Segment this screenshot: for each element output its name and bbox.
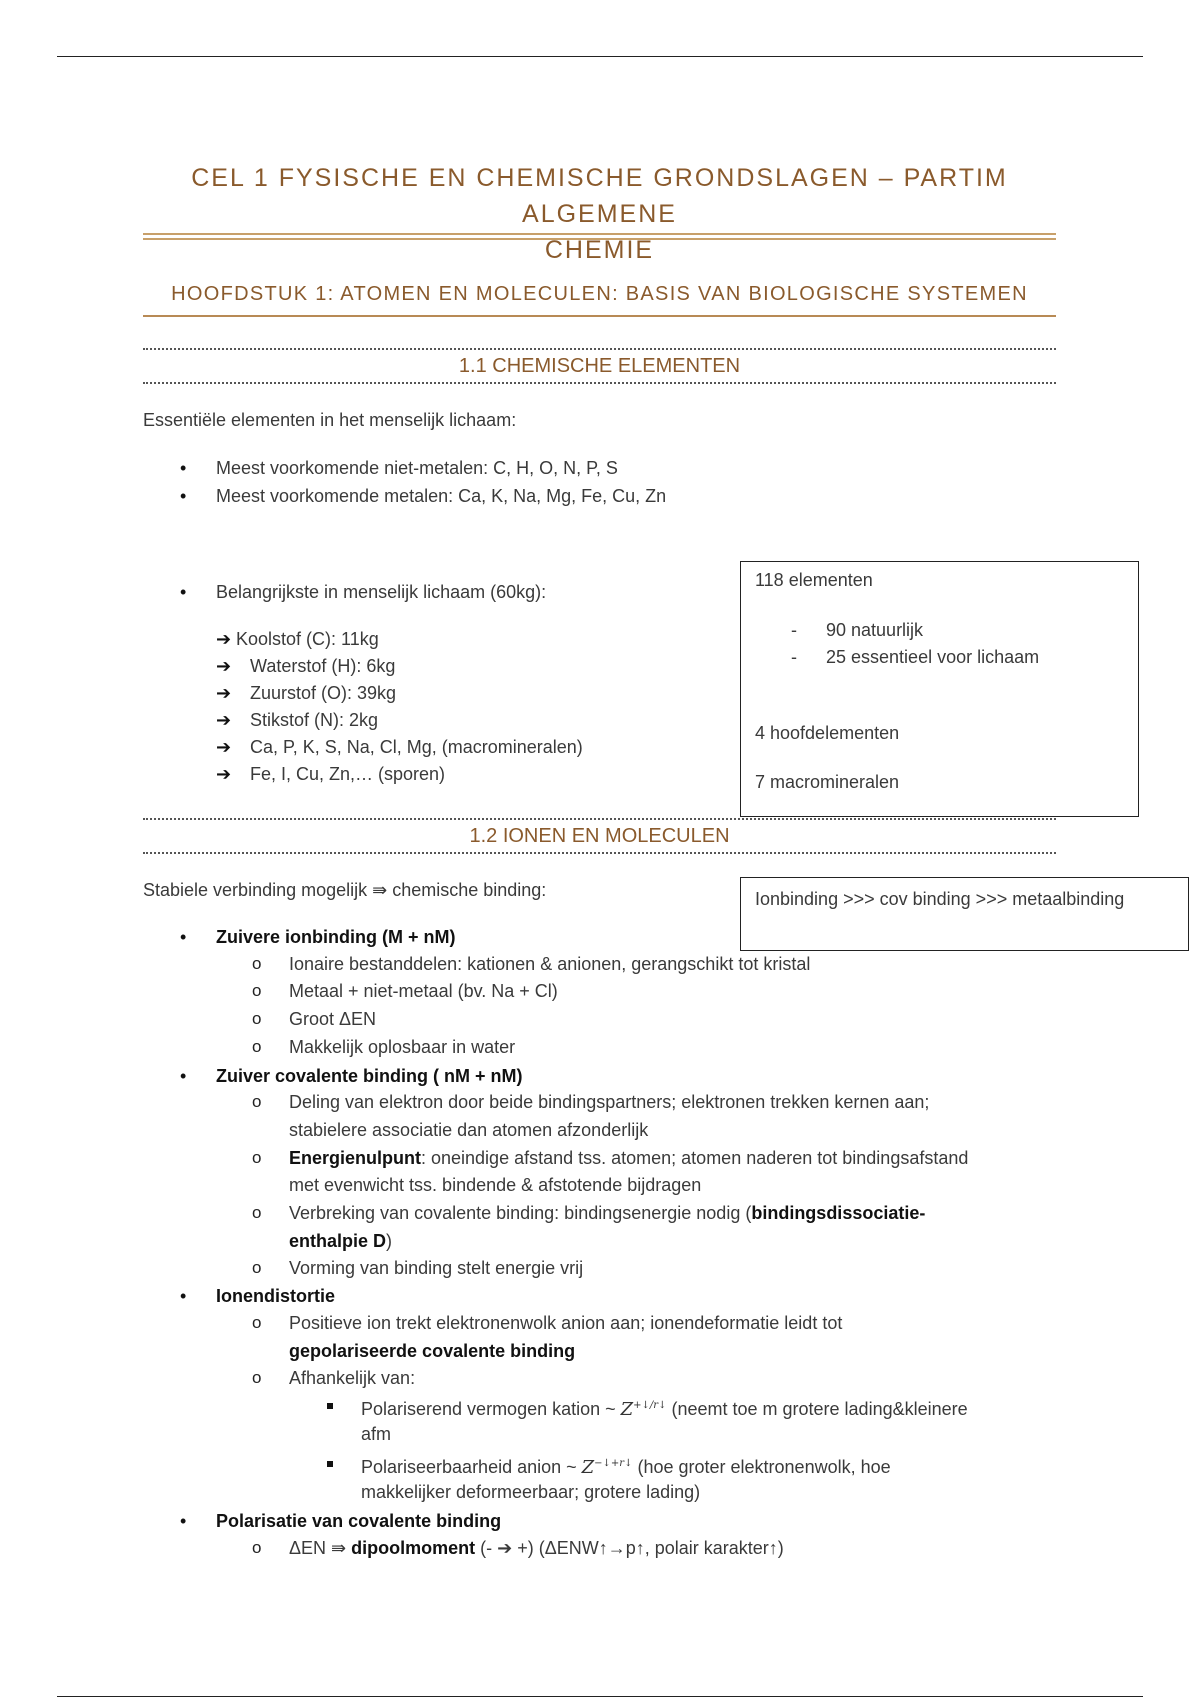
circle-marker: o [252, 1148, 262, 1167]
list-item: Vorming van binding stelt energie vrij [289, 1258, 584, 1278]
circle-marker: o [252, 1538, 262, 1557]
arrow-item: Stikstof (N): 2kg [250, 710, 379, 730]
list-item: Deling van elektron door beide bindingspartners; elektronen trekken kernen aan; [289, 1092, 930, 1112]
section-2-intro: Stabiele verbinding mogelijk ⇛ chemische binding: [143, 880, 547, 900]
item-text: (neemt toe m grotere lading&kleinere [666, 1399, 968, 1419]
list-heading: Zuiver covalente binding ( nM + nM) [216, 1066, 523, 1086]
chapter-rule [143, 315, 1056, 317]
bullet-dot: • [180, 1511, 187, 1531]
box-text: Ionbinding >>> cov binding >>> metaalbinding [755, 889, 1125, 909]
item-text: ΔEN ⇛ [289, 1538, 352, 1558]
dash-marker: - [791, 647, 797, 667]
bullet-dot: • [180, 1066, 187, 1086]
item-text: Polariseerbaarheid anion ~ [361, 1457, 582, 1477]
circle-marker: o [252, 1092, 262, 1111]
item-text: (- ➔ +) (ΔENW↑→p↑, polair karakter↑) [475, 1538, 784, 1558]
list-item-continued: met evenwicht tss. bindende & afstotende bijdragen [289, 1175, 702, 1195]
item-text: Verbreking van covalente binding: bindingsenergie nodig ( [289, 1203, 752, 1223]
circle-marker: o [252, 1009, 262, 1028]
title-double-rule [143, 233, 1056, 240]
section-heading-1-2: 1.2 IONEN EN MOLECULEN [143, 818, 1056, 854]
list-item: Positieve ion trekt elektronenwolk anion aan; ionendeformatie leidt tot [289, 1313, 843, 1333]
list-item: Meest voorkomende niet-metalen: C, H, O, N, P, S [216, 458, 618, 478]
binding-strength-box [740, 877, 1189, 951]
list-item: Makkelijk oplosbaar in water [289, 1037, 516, 1057]
circle-marker: o [252, 1258, 262, 1277]
bold-term: bindingsdissociatie- [751, 1203, 926, 1223]
list-item: Afhankelijk van: [289, 1368, 416, 1388]
box-item: 25 essentieel voor lichaam [826, 647, 1040, 667]
circle-marker: o [252, 1203, 262, 1222]
arrow-icon: ➔ [216, 629, 232, 649]
list-item-continued: stabielere associatie dan atomen afzonderlijk [289, 1120, 649, 1140]
circle-marker: o [252, 1313, 262, 1332]
arrow-icon: ➔ [216, 683, 232, 703]
sub-list-item [361, 1452, 891, 1480]
elements-summary-box [740, 561, 1139, 817]
list-heading: Polarisatie van covalente binding [216, 1511, 502, 1531]
chapter-title: HOOFDSTUK 1: ATOMEN EN MOLECULEN: BASIS VAN BIOLOGISCHE SYSTEMEN [171, 283, 1028, 305]
arrow-icon: ➔ [216, 656, 232, 676]
section-1-intro: Essentiële elementen in het menselijk lichaam: [143, 410, 517, 430]
item-text: : oneindige afstand tss. atomen; atomen naderen tot bindingsafstand [421, 1148, 969, 1168]
square-marker [327, 1403, 333, 1409]
list-heading: Ionendistortie [216, 1286, 336, 1306]
box-line: 7 macromineralen [755, 772, 900, 792]
item-text: ) [386, 1231, 393, 1251]
item-text: Polariserend vermogen kation ~ [361, 1399, 621, 1419]
sub-list-item-continued: makkelijker deformeerbaar; grotere lading) [361, 1482, 701, 1502]
bold-term: Energienulpunt [289, 1148, 421, 1168]
list-item [289, 1536, 784, 1560]
list-item: Belangrijkste in menselijk lichaam (60kg): [216, 582, 547, 602]
circle-marker: o [252, 1368, 262, 1387]
list-item: Groot ΔEN [289, 1009, 377, 1029]
bullet-dot: • [180, 486, 187, 506]
list-item-continued [289, 1229, 392, 1253]
square-marker [327, 1461, 333, 1467]
arrow-icon: ➔ [216, 737, 232, 757]
arrow-icon: ➔ [216, 764, 232, 784]
arrow-item: Ca, P, K, S, Na, Cl, Mg, (macromineralen) [250, 737, 583, 757]
bold-term: enthalpie D [289, 1231, 387, 1251]
arrow-item: Zuurstof (O): 39kg [250, 683, 397, 703]
arrow-item: Fe, I, Cu, Zn,… (sporen) [250, 764, 446, 784]
list-item [289, 1146, 968, 1170]
section-heading-1-1: 1.1 CHEMISCHE ELEMENTEN [143, 348, 1056, 384]
list-item [289, 1201, 925, 1225]
dash-marker: - [791, 620, 797, 640]
formula: $Z^{+↓/r↓}$ [620, 1399, 667, 1420]
box-item: 90 natuurlijk [826, 620, 924, 640]
arrow-item: Koolstof (C): 11kg [236, 629, 379, 649]
bold-term: dipoolmoment [351, 1538, 476, 1558]
bullet-dot: • [180, 1286, 187, 1306]
list-item: Ionaire bestanddelen: kationen & anionen, gerangschikt tot kristal [289, 954, 811, 974]
arrow-item: Waterstof (H): 6kg [250, 656, 396, 676]
circle-marker: o [252, 954, 262, 973]
box-title: 118 elementen [755, 570, 873, 590]
list-item: Metaal + niet-metaal (bv. Na + Cl) [289, 981, 558, 1001]
list-item: Meest voorkomende metalen: Ca, K, Na, Mg, Fe, Cu, Zn [216, 486, 667, 506]
document-title [143, 160, 1056, 268]
bottom-rule [57, 1696, 1143, 1697]
arrow-icon: ➔ [216, 710, 232, 730]
sub-list-item [361, 1394, 968, 1422]
formula: $Z^{-↓+r↓}$ [581, 1457, 633, 1478]
item-text: (hoe groter elektronenwolk, hoe [632, 1457, 891, 1477]
list-item-continued: gepolariseerde covalente binding [289, 1341, 576, 1361]
list-heading: Zuivere ionbinding (M + nM) [216, 927, 456, 947]
top-rule [57, 56, 1143, 57]
bullet-dot: • [180, 927, 187, 947]
bullet-dot: • [180, 458, 187, 478]
bullet-dot: • [180, 582, 187, 602]
box-line: 4 hoofdelementen [755, 723, 900, 743]
circle-marker: o [252, 1037, 262, 1056]
sub-list-item-continued: afm [361, 1424, 392, 1444]
title-line-2: CHEMIE [544, 236, 655, 264]
title-line-1: CEL 1 FYSISCHE EN CHEMISCHE GRONDSLAGEN – PARTIM ALGEMENE [191, 164, 1008, 228]
circle-marker: o [252, 981, 262, 1000]
